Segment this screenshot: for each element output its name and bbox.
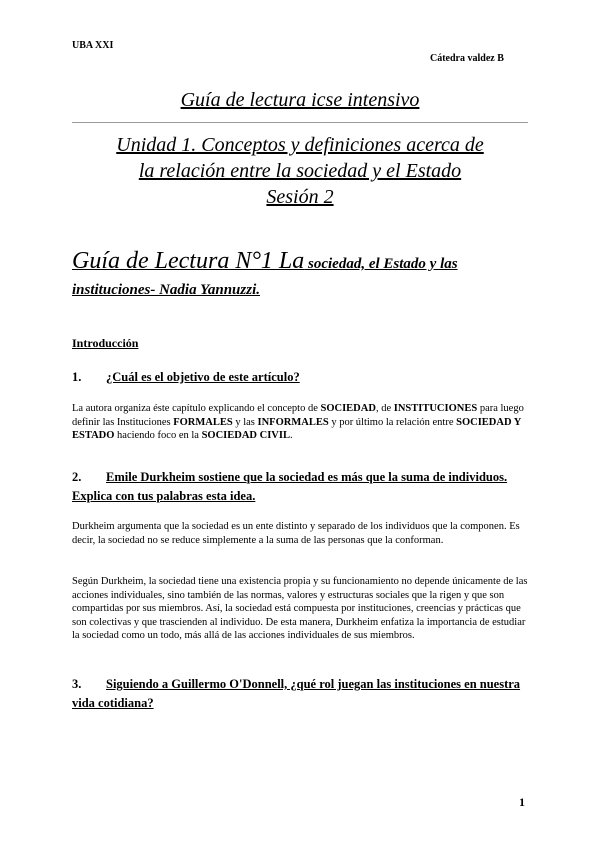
answer-1-bold: SOCIEDAD xyxy=(320,403,376,414)
question-1-number: 1. xyxy=(72,370,82,384)
answer-1 xyxy=(72,402,530,443)
page-title: Guía de lectura icse intensivo xyxy=(180,89,420,111)
question-3-number: 3. xyxy=(72,677,82,691)
answer-1-text: . xyxy=(289,430,293,441)
question-1 xyxy=(72,368,528,387)
unit-title-line2: la relación entre la sociedad y el Estado xyxy=(138,160,462,182)
answer-2-paragraph-2: Según Durkheim, la sociedad tiene una existencia propia y su funcionamiento no depende únicamente de las acciones individuales, sino también de las normas, valores y estructuras sociales que la rigen y que son compartidas por sus miembros. Así, la sociedad está compuesta por instituciones, creencias y prácticas que son colectivas y que trascienden al individuo. De esta manera, Durkheim enfatiza la importancia de estudiar la sociedad como un todo, más allá de las acciones individuales de sus miembros. xyxy=(72,576,528,641)
question-3 xyxy=(72,675,528,713)
unit-title-line1: Unidad 1. Conceptos y definiciones acerca de xyxy=(116,134,484,156)
answer-1-bold: FORMALES xyxy=(173,416,233,428)
header-left: UBA XXI xyxy=(72,40,114,51)
answer-1-text: La autora organiza éste capítulo explicando el concepto de xyxy=(72,403,321,414)
question-2 xyxy=(72,468,528,506)
answer-1-bold: SOCIEDAD CIVIL xyxy=(201,430,290,441)
answer-2-paragraph-1: Durkheim argumenta que la sociedad es un ente distinto y separado de los individuos que la componen. Es decir, la sociedad no se reduce simplemente a la suma de las personas que la conforman. xyxy=(72,521,520,546)
answer-1-text: y las xyxy=(232,416,258,428)
question-3-text: Siguiendo a Guillermo O'Donnell, ¿qué rol juegan las instituciones en nuestra vida cotidiana? xyxy=(72,677,521,710)
answer-1-text: y por último la relación entre xyxy=(328,416,457,428)
answer-1-bold: SOCIEDAD Y ESTADO xyxy=(72,416,521,441)
answer-1-text: , de xyxy=(375,403,394,414)
header-right: Cátedra valdez B xyxy=(430,53,504,64)
question-2-number: 2. xyxy=(72,470,82,484)
answer-1-bold: INSTITUCIONES xyxy=(393,403,478,414)
unit-session: Sesión 2 xyxy=(266,186,334,208)
guide-title-main: Guía de Lectura N°1 La xyxy=(72,248,305,274)
answer-1-text: para luego definir las Instituciones xyxy=(72,403,524,428)
divider xyxy=(72,122,528,123)
page-number: 1 xyxy=(519,795,525,809)
intro-heading: Introducción xyxy=(72,336,139,350)
question-1-text: ¿Cuál es el objetivo de este artículo? xyxy=(106,370,300,384)
answer-1-text: haciendo foco en la xyxy=(114,430,202,441)
question-2-text: Emile Durkheim sostiene que la sociedad es más que la suma de individuos. Explica con tus palabras esta idea. xyxy=(72,470,508,503)
answer-1-bold: INFORMALES xyxy=(257,416,329,428)
guide-title xyxy=(72,248,532,303)
guide-title-sub: sociedad, el Estado y las instituciones- Nadia Yannuzzi. xyxy=(72,256,458,298)
